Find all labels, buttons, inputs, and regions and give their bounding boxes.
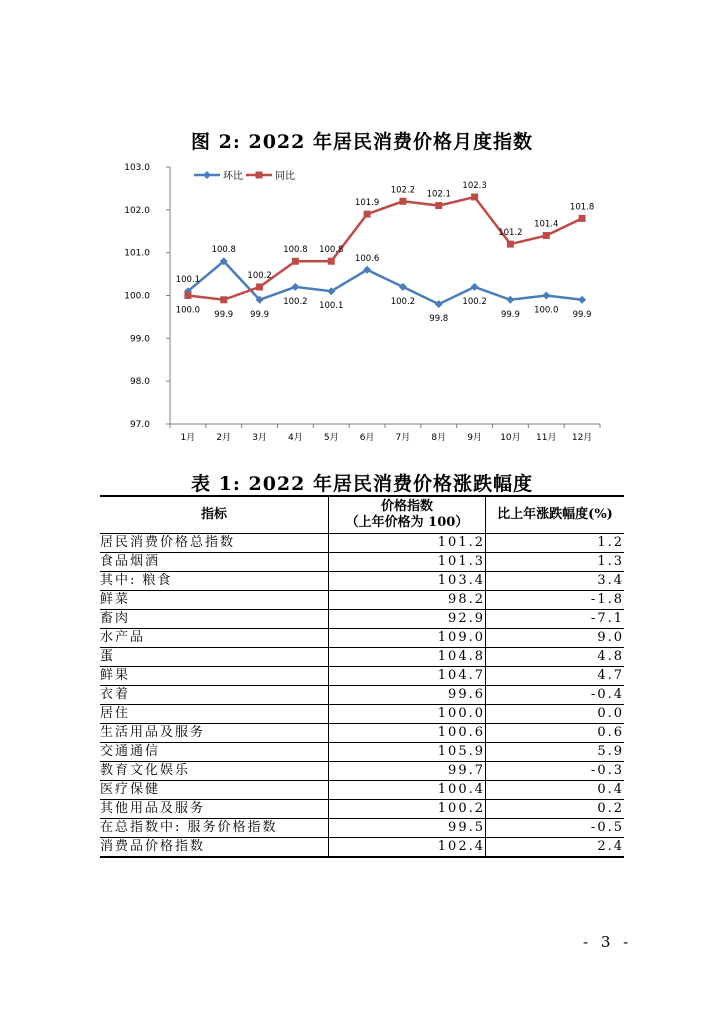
row-index: 99.7: [329, 762, 486, 781]
row-index: 102.4: [329, 838, 486, 858]
row-index: 104.7: [329, 667, 486, 686]
data-point: [328, 258, 335, 265]
row-change: -7.1: [486, 610, 625, 629]
data-label: 100.2: [247, 270, 272, 281]
monthly-cpi-line-chart: [110, 158, 610, 458]
row-label: 居民消费价格总指数: [100, 534, 329, 553]
x-tick-label: 2月: [216, 433, 232, 443]
data-point: [542, 292, 550, 300]
cpi-change-table: [100, 495, 624, 858]
y-tick-label: 99.0: [129, 334, 150, 345]
row-index: 99.5: [329, 819, 486, 838]
table-row: [100, 534, 624, 553]
row-index: 100.6: [329, 724, 486, 743]
x-tick-label: 11月: [536, 433, 557, 443]
row-label: 食品烟酒: [100, 553, 329, 572]
row-change: 0.4: [486, 781, 625, 800]
row-index: 99.6: [329, 686, 486, 705]
data-point: [543, 232, 550, 239]
x-tick-label: 1月: [180, 433, 196, 443]
data-label: 101.4: [534, 219, 559, 230]
row-index: 92.9: [329, 610, 486, 629]
data-label: 102.1: [426, 189, 451, 200]
data-label: 100.8: [211, 245, 236, 256]
header-price-index: [329, 496, 486, 534]
data-label: 101.2: [498, 228, 523, 239]
x-tick-label: 4月: [288, 433, 303, 443]
table-row: [100, 781, 624, 800]
data-label: 100.2: [390, 296, 416, 307]
data-label: 102.3: [462, 180, 487, 191]
row-label: 鲜菜: [100, 591, 329, 610]
header-price-index-line2: （上年价格为 100）: [345, 515, 469, 530]
x-tick-label: 9月: [467, 433, 482, 443]
data-label: 100.2: [283, 296, 308, 307]
row-index: 100.0: [329, 705, 486, 724]
data-label: 99.9: [214, 309, 234, 320]
table-row: [100, 686, 624, 705]
series-line-1: [188, 197, 582, 300]
table-row: [100, 819, 624, 838]
row-label: 畜肉: [100, 610, 329, 629]
table-header-row: [100, 496, 624, 534]
row-index: 105.9: [329, 743, 486, 762]
table-row: [100, 838, 624, 858]
data-point: [507, 241, 514, 248]
legend-marker-1: [256, 172, 263, 179]
row-index: 104.8: [329, 648, 486, 667]
data-point: [471, 283, 479, 291]
data-label: 99.9: [500, 309, 520, 320]
data-label: 99.9: [250, 309, 270, 320]
data-point: [364, 211, 371, 218]
data-label: 101.9: [354, 198, 380, 209]
data-label: 102.2: [390, 185, 416, 196]
x-tick-label: 10月: [500, 433, 521, 443]
x-tick-label: 3月: [252, 433, 267, 443]
table-row: [100, 800, 624, 819]
data-point: [579, 215, 586, 222]
chart-title: 图 2: 2022 年居民消费价格月度指数: [191, 131, 533, 153]
table-row: [100, 724, 624, 743]
row-change: 4.7: [486, 667, 625, 686]
row-index: 98.2: [329, 591, 486, 610]
row-index: 100.2: [329, 800, 486, 819]
table-row: [100, 667, 624, 686]
legend-label-1: 同比: [275, 171, 295, 182]
table-row: [100, 553, 624, 572]
data-label: 100.0: [534, 305, 559, 316]
row-label: 蛋: [100, 648, 329, 667]
table-row: [100, 572, 624, 591]
data-label: 99.9: [572, 309, 592, 320]
row-label: 消费品价格指数: [100, 838, 329, 858]
data-point: [292, 258, 299, 265]
table-row: [100, 648, 624, 667]
row-index: 109.0: [329, 629, 486, 648]
y-tick-label: 98.0: [129, 377, 150, 388]
row-label: 鲜果: [100, 667, 329, 686]
data-label: 100.1: [175, 275, 201, 286]
row-label: 教育文化娱乐: [100, 762, 329, 781]
row-change: -0.3: [486, 762, 625, 781]
row-label: 居住: [100, 705, 329, 724]
data-point: [399, 198, 406, 205]
row-label: 生活用品及服务: [100, 724, 329, 743]
data-label: 100.1: [319, 301, 344, 312]
data-label: 100.6: [354, 253, 380, 264]
data-point: [399, 283, 407, 291]
row-index: 101.2: [329, 534, 486, 553]
data-label: 100.2: [462, 296, 487, 307]
row-label: 其中: 粮食: [100, 572, 329, 591]
row-change: 4.8: [486, 648, 625, 667]
y-tick-label: 102.0: [124, 205, 150, 216]
data-point: [291, 283, 299, 291]
row-label: 其他用品及服务: [100, 800, 329, 819]
data-point: [435, 300, 443, 308]
table-title: 表 1: 2022 年居民消费价格涨跌幅度: [191, 473, 533, 495]
row-change: 0.0: [486, 705, 625, 724]
data-point: [220, 296, 227, 303]
data-point: [578, 296, 586, 304]
data-label: 100.8: [283, 245, 308, 256]
page-number: - 3 -: [583, 933, 633, 951]
table-row: [100, 743, 624, 762]
row-change: 0.2: [486, 800, 625, 819]
data-point: [471, 193, 478, 200]
table-row: [100, 629, 624, 648]
data-point: [506, 296, 514, 304]
table-row: [100, 591, 624, 610]
data-label: 100.0: [175, 305, 201, 316]
x-tick-label: 8月: [431, 433, 447, 443]
row-label: 在总指数中: 服务价格指数: [100, 819, 329, 838]
table-row: [100, 705, 624, 724]
x-tick-label: 12月: [571, 433, 593, 443]
data-label: 99.8: [429, 314, 449, 325]
row-index: 101.3: [329, 553, 486, 572]
row-index: 103.4: [329, 572, 486, 591]
row-index: 100.4: [329, 781, 486, 800]
row-change: 0.6: [486, 724, 625, 743]
data-point: [256, 283, 263, 290]
table-row: [100, 762, 624, 781]
row-change: 5.9: [486, 743, 625, 762]
row-change: 1.2: [486, 534, 625, 553]
y-tick-label: 103.0: [124, 163, 150, 173]
data-point: [184, 292, 191, 299]
row-label: 衣着: [100, 686, 329, 705]
row-label: 交通通信: [100, 743, 329, 762]
row-change: 3.4: [486, 572, 625, 591]
data-label: 100.8: [319, 245, 344, 256]
y-tick-label: 100.0: [124, 291, 150, 302]
row-label: 水产品: [100, 629, 329, 648]
row-change: -0.5: [486, 819, 625, 838]
x-tick-label: 7月: [395, 433, 411, 443]
row-change: 2.4: [486, 838, 625, 858]
row-change: -0.4: [486, 686, 625, 705]
y-tick-label: 101.0: [124, 248, 150, 259]
x-tick-label: 5月: [323, 433, 339, 443]
x-tick-label: 6月: [359, 433, 375, 443]
table-row: [100, 610, 624, 629]
legend-label-0: 环比: [223, 171, 243, 182]
row-label: 医疗保健: [100, 781, 329, 800]
row-change: -1.8: [486, 591, 625, 610]
header-change-pct: 比上年涨跌幅度(%): [486, 496, 625, 534]
y-tick-label: 97.0: [129, 420, 150, 430]
header-indicator: 指标: [100, 496, 329, 534]
series-line-0: [188, 261, 582, 304]
row-change: 9.0: [486, 629, 625, 648]
row-change: 1.3: [486, 553, 625, 572]
legend-marker-0: [203, 171, 211, 179]
data-point: [435, 202, 442, 209]
data-label: 101.8: [569, 202, 595, 213]
header-price-index-line1: 价格指数: [380, 499, 433, 514]
